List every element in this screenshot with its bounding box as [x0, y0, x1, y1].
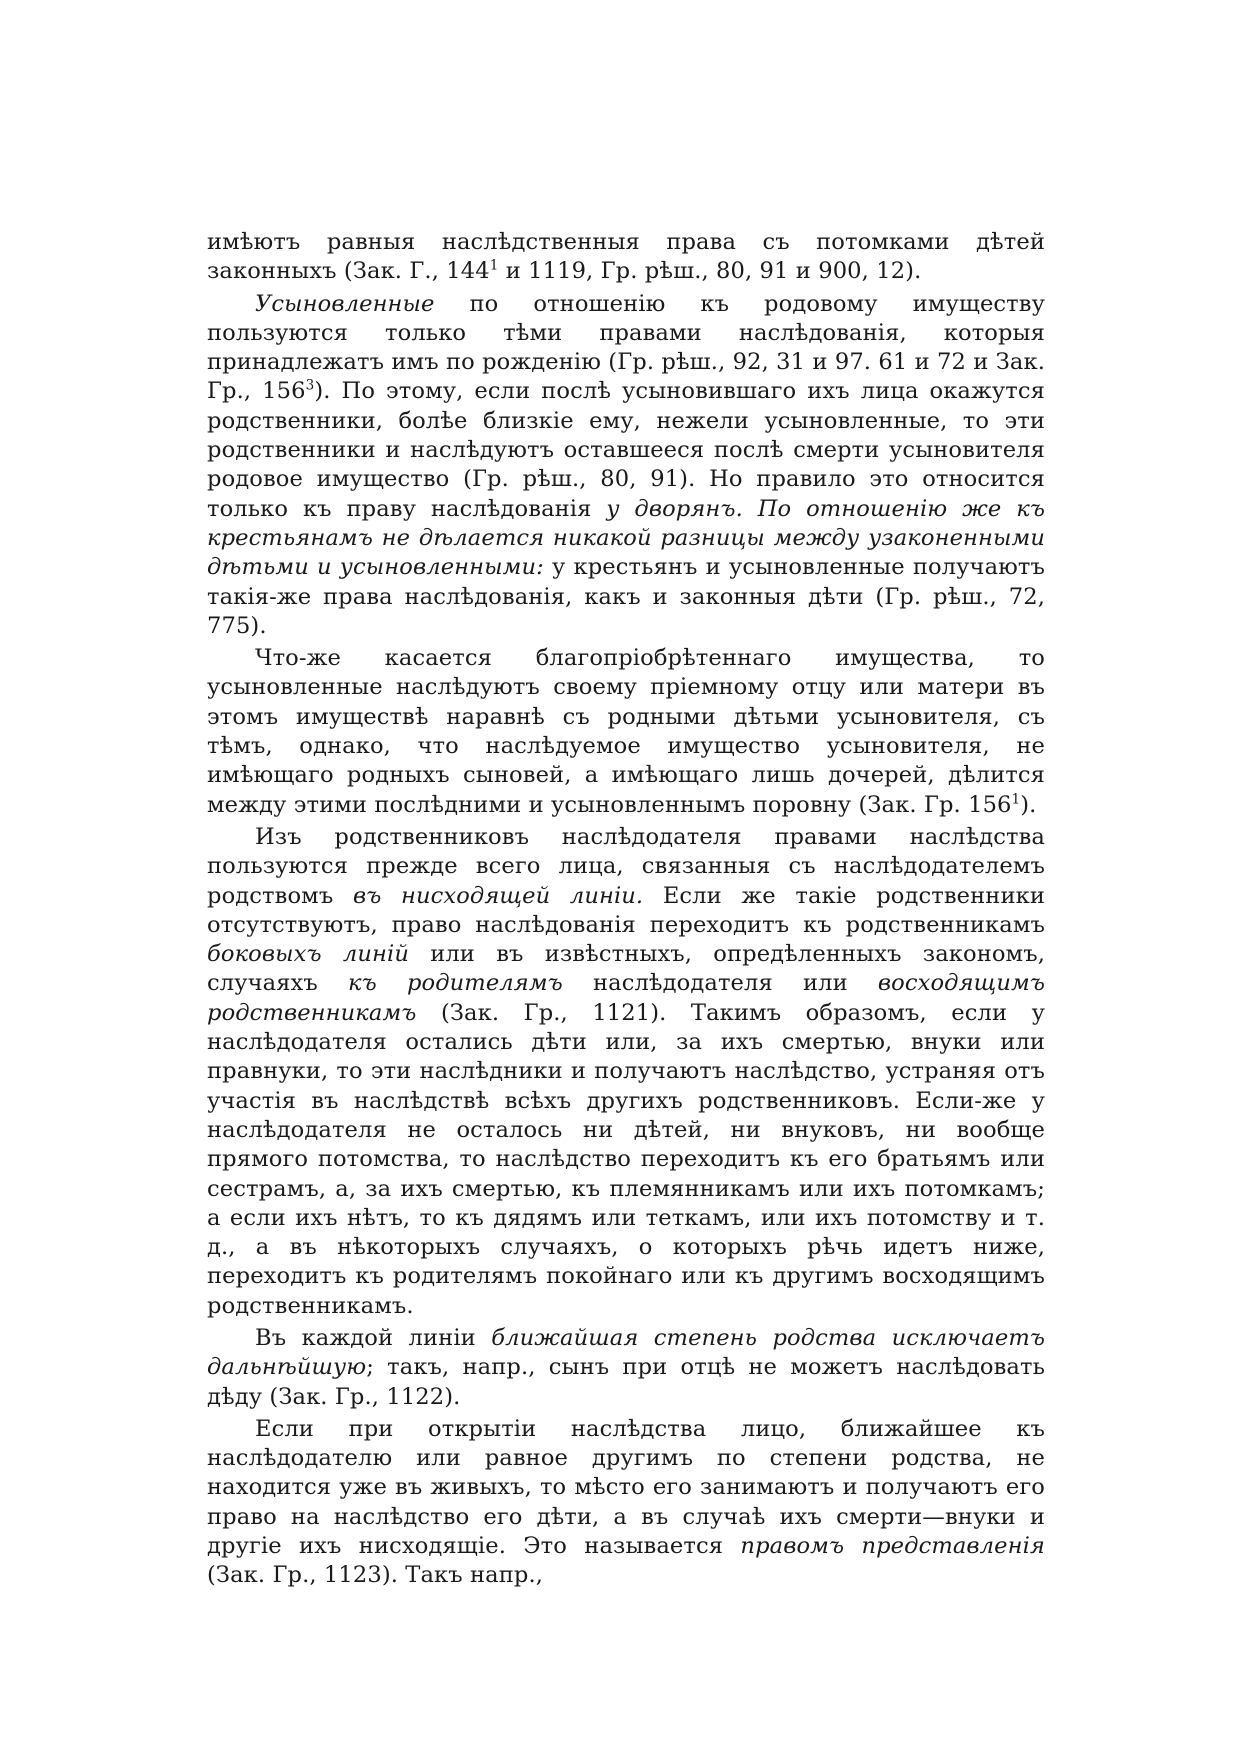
- paragraph-1: [207, 228, 1045, 287]
- text-segment: имѣютъ равныя наслѣдственныя права съ потомками дѣтей законныхъ (Зак. Г., 144: [207, 229, 1045, 285]
- text-segment: Изъ родственниковъ наслѣдодателя правами наслѣдства пользуются прежде всего лица, связанныя съ наслѣдодателемъ родствомъ: [207, 823, 1045, 909]
- italic-term: въ нисходящей линіи.: [352, 882, 644, 909]
- paragraph-2: [207, 290, 1045, 642]
- text-segment: ; такъ, напр., сынъ при отцѣ не можетъ наслѣдовать дѣду (Зак. Гр., 1122).: [207, 1354, 1045, 1410]
- text-segment: (Зак. Гр., 1121). Такимъ образомъ, если у наслѣдодателя остались дѣти или, за ихъ смертью, внуки или правнуки, то эти наслѣдники и получаютъ наслѣдство, устраняя отъ участія въ наслѣдствѣ всѣхъ другихъ родственниковъ. Если-же у наслѣдодателя не осталось ни дѣтей, ни внуковъ, ни вообще прямого потомства, то наслѣдство переходитъ къ его братьямъ или сестрамъ, а, за ихъ смертью, къ племянникамъ или ихъ потомкамъ; а если ихъ нѣтъ, то къ дядямъ или теткамъ, или ихъ потомству и т. д., а въ нѣкоторыхъ случаяхъ, о которыхъ рѣчь идетъ ниже, переходитъ къ родителямъ покойнаго или къ другимъ восходящимъ родственникамъ.: [207, 999, 1045, 1319]
- italic-term: правомъ представленія: [740, 1533, 1045, 1560]
- text-segment: Въ каждой линіи: [255, 1324, 492, 1351]
- paragraph-6: [207, 1415, 1045, 1591]
- italic-term: Усыновленные: [255, 290, 435, 317]
- superscript: 3: [305, 377, 315, 394]
- text-segment: ).: [1020, 791, 1037, 818]
- italic-term: восходящимъ родственникамъ: [207, 970, 1045, 1026]
- page-text-block: [207, 228, 1045, 1594]
- text-segment: и 1119, Гр. рѣш., 80, 91 и 900, 12).: [498, 258, 922, 285]
- paragraph-5: [207, 1324, 1045, 1412]
- italic-term: ближайшая степень родства исключаетъ дальнѣйшую: [207, 1324, 1046, 1381]
- text-segment: или въ извѣстныхъ, опредѣленныхъ закономъ, случаяхъ: [207, 941, 1045, 997]
- text-segment: (Зак. Гр., 1123). Такъ напр.,: [207, 1562, 544, 1589]
- text-segment: у крестьянъ и усыновленные получаютъ такія-же права наслѣдованія, какъ и законныя дѣти (Гр. рѣш., 72, 775).: [207, 554, 1045, 639]
- text-segment: наслѣдодателя или: [562, 970, 878, 997]
- text-segment: ). По этому, если послѣ усыновившаго ихъ лица окажутся родственники, болѣе близкіе ему, нежели усыновленные, то эти родственники и наслѣдуютъ оставшееся послѣ смерти усыновителя родовое имущество (Гр. рѣш., 80, 91). Но правило это относится только къ праву наслѣдованія: [207, 378, 1045, 522]
- text-segment: по отношенію къ родовому имуществу пользуются только тѣми правами наслѣдованія, которыя принадлежатъ имъ по рожденію (Гр. рѣш., 92, 31 и 97. 61 и 72 и Зак. Гр., 156: [207, 290, 1045, 405]
- superscript: 1: [1011, 791, 1021, 808]
- paragraph-4: [207, 823, 1045, 1321]
- text-segment: Если же такіе родственники отсутствуютъ, право наслѣдованія переходитъ къ родственникамъ: [207, 882, 1045, 938]
- superscript: 1: [489, 257, 499, 274]
- text-segment: Что-же касается благопріобрѣтеннаго имущества, то усыновленные наслѣдуютъ своему пріемному отцу или матери въ этомъ имуществѣ наравнѣ съ родными дѣтьми усыновителя, съ тѣмъ, однако, что наслѣдуемое имущество усыновителя, не имѣющаго родныхъ сыновей, а имѣющаго лишь дочерей, дѣлится между этими послѣдними и усыновленнымъ поровну (Зак. Гр. 156: [207, 645, 1045, 818]
- italic-term: къ родителямъ: [348, 970, 563, 997]
- text-segment: Если при открытіи наслѣдства лицо, ближайшее къ наслѣдодателю или равное другимъ по степени родства, не находится уже въ живыхъ, то мѣсто его занимаютъ и получаютъ его право на наслѣдство его дѣти, а въ случаѣ ихъ смерти—внуки и другіе ихъ нисходящіе. Это называется: [207, 1415, 1045, 1560]
- italic-term: боковыхъ линій: [207, 941, 409, 968]
- italic-term: у дворянъ. По отношенію же къ крестьянамъ не дѣлается никакой разницы между узаконенными дѣтьми и усыновленными:: [207, 495, 1046, 581]
- paragraph-3: [207, 644, 1045, 820]
